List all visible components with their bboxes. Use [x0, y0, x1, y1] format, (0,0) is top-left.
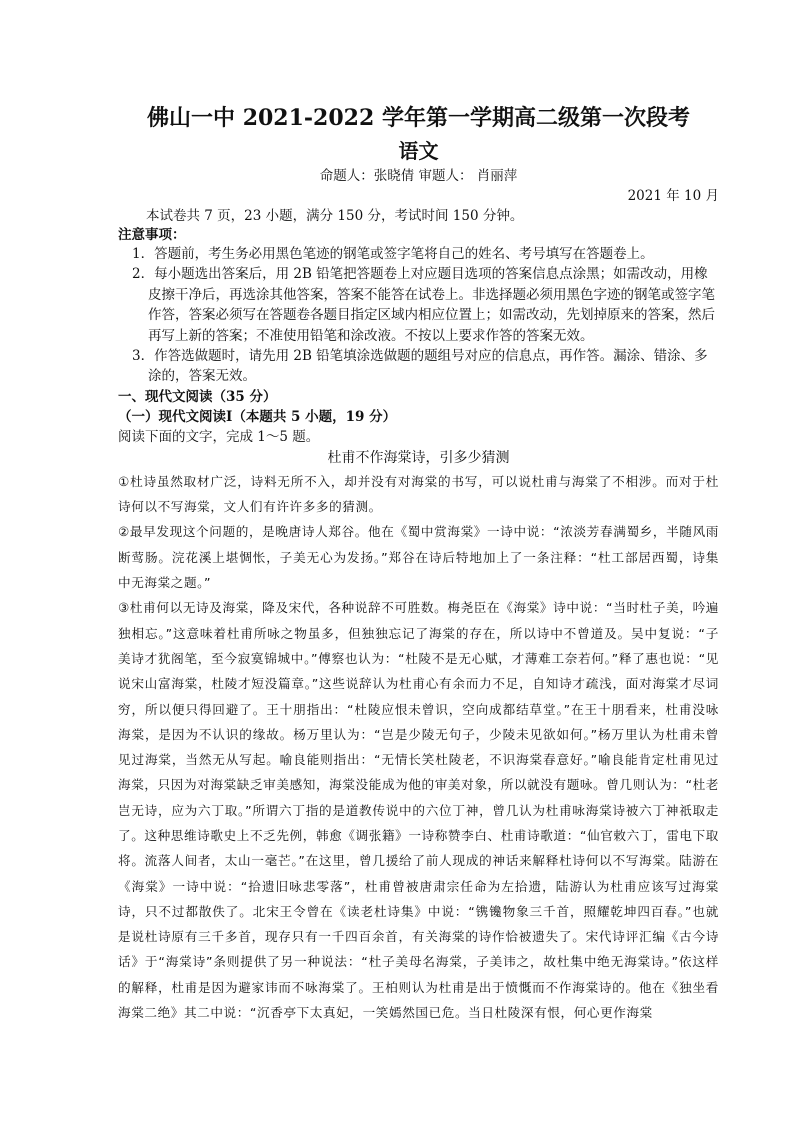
exam-info: 本试卷共 7 页，23 小题，满分 150 分，考试时间 150 分钟。	[146, 208, 524, 224]
notice-heading: 注意事项：	[118, 227, 186, 243]
article-paragraph: ②最早发现这个问题的，是晚唐诗人郑谷。他在《蜀中赏海棠》一诗中说：“浓淡芳春满蜀乡，半随风雨断莺肠。浣花溪上堪惆怅，子美无心为发扬。”郑谷在诗后特地加上了一条注释：“杜工部居西蜀，诗集中无海棠之题。”	[118, 524, 719, 591]
reading-instruction: 阅读下面的文字，完成 1～5 题。	[118, 428, 320, 445]
notice-item: 3．作答选做题时，请先用 2B 铅笔填涂选做题的题组号对应的信息点，再作答。漏涂、错涂、多涂的，答案无效。	[132, 348, 708, 385]
article-paragraph: ①杜诗虽然取材广泛，诗料无所不入，却并没有对海棠的书写，可以说杜甫与海棠了不相涉。而对于杜诗何以不写海棠，文人们有许许多多的猜测。	[118, 473, 719, 515]
section-heading: 一、现代文阅读（35 分）	[118, 388, 277, 405]
subsection-heading: （一）现代文阅读Ⅰ（本题共 5 小题，19 分）	[118, 408, 397, 425]
notice-item: 1．答题前，考生务必用黑色笔迹的钢笔或签字笔将自己的姓名、考号填写在答题卷上。	[132, 246, 654, 262]
exam-title: 佛山一中 2021-2022 学年第一学期高二级第一次段考	[147, 105, 690, 131]
notice-item: 2．每小题选出答案后，用 2B 铅笔把答题卷上对应题目选项的答案信息点涂黑；如需改动，用橡皮擦干净后，再选涂其他答案，答案不能答在试卷上。非选择题必须用黑色字迹的钢笔或签字笔作答，答案必须写在答题卷各题目指定区域内相应位置上；如需改动，先划掉原来的答案，然后再写上新的答案；不准使用铅笔和涂改液。不按以上要求作答的答案无效。	[132, 266, 715, 344]
article-paragraph: ③杜甫何以无诗及海棠，降及宋代，各种说辞不可胜数。梅尧臣在《海棠》诗中说：“当时杜子美，吟遍独相忘。”这意味着杜甫所咏之物虽多，但独独忘记了海棠的存在，所以诗中不曾道及。吴中复说：“子美诗才犹阁笔，至今寂寞锦城中。”傅察也认为：“杜陵不是无心赋，才薄难工奈若何。”释了惠也说：“见说宋山富海棠，杜陵才短没篇章。”这些说辞认为杜甫心有余而力不足，自知诗才疏浅，面对海棠才尽词穷，所以便只得回避了。王十朋指出：“杜陵应恨未曾识，空向成都结草堂。”在王十朋看来，杜甫没咏海棠，是因为不认识的缘故。杨万里认为：“岂是少陵无句子，少陵未见欲如何。”杨万里认为杜甫未曾见过海棠，当然无从写起。喻良能则指出：“无情长笑杜陵老，不识海棠春意好。”喻良能肯定杜甫见过海棠，只因为对海棠缺乏审美感知，海棠没能成为他的审美对象，所以就没有题咏。曾几则认为：“杜老岂无诗，应为六丁取。”所谓六丁指的是道教传说中的六位丁神，曾几认为杜甫咏海棠诗被六丁神祇取走了。这种思维诗歌史上不乏先例，韩愈《调张籍》一诗称赞李白、杜甫诗歌道：“仙官敕六丁，雷电下取将。流落人间者，太山一毫芒。”在这里，曾几援给了前人现成的神话来解释杜诗何以不写海棠。陆游在《海棠》一诗中说：“拾遗旧咏悲零落”，杜甫曾被唐肃宗任命为左拾遗，陆游认为杜甫应该写过海棠诗，只不过都散佚了。北宋王令曾在《读老杜诗集》中说：“镌镵物象三千首，照耀乾坤四百春。”也就是说杜诗原有三千多首，现存只有一千四百余首，有关海棠的诗作恰被遗失了。宋代诗评汇编《古今诗话》于“海棠诗”条则提供了另一种说法：“杜子美母名海棠，子美讳之，故杜集中绝无海棠诗。”依这样的解释，杜甫是因为避家讳而不咏海棠了。王柏则认为杜甫是出于愤慨而不作海棠诗的。他在《独坐看海棠二绝》其二中说：“沉香亭下太真妃，一笑嫣然国已危。当日杜陵深有恨，何心更作海棠	[118, 600, 719, 1021]
article-title: 杜甫不作海棠诗，引多少猜测	[327, 449, 510, 466]
subject-title: 语文	[398, 139, 439, 163]
authors-line: 命题人：张晓倩 审题人： 肖丽萍	[319, 168, 518, 184]
exam-date: 2021 年 10 月	[627, 188, 719, 204]
